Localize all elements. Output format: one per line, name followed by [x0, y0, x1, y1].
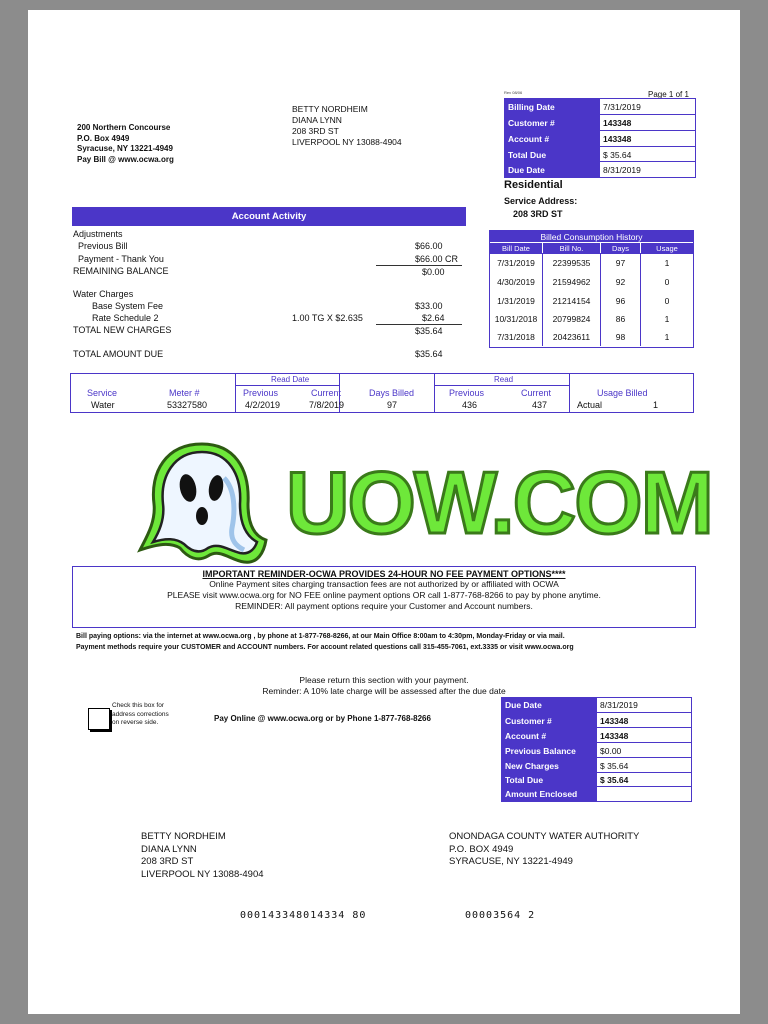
- adjustments-label: Adjustments: [73, 229, 123, 239]
- stub-row: Customer # 143348: [502, 712, 691, 728]
- divider: [376, 324, 462, 325]
- meter-table: [70, 373, 694, 413]
- reminder-line: REMINDER: All payment options require your Customer and Account numbers.: [235, 601, 533, 611]
- meter-read-type: Actual: [577, 400, 603, 410]
- service-type: Residential: [504, 179, 563, 191]
- service-address-label: Service Address:: [504, 196, 578, 206]
- stub-row: Total Due $ 35.64: [502, 772, 691, 787]
- stub-row: Amount Enclosed: [502, 786, 691, 801]
- amount-enclosed-field[interactable]: [596, 787, 691, 801]
- meter-number: 53327580: [167, 400, 208, 410]
- stub-row: Account # 143348: [502, 727, 691, 743]
- pay-online-text: Pay Online @ www.ocwa.org or by Phone 1-877-768-8266: [214, 714, 431, 723]
- scanline-account: 000143348014334 80: [240, 910, 367, 921]
- customer-address: BETTY NORDHEIM DIANA LYNN 208 3RD ST LIVERPOOL NY 13088-4904: [292, 104, 402, 147]
- total-new-charges-amount: $35.64: [415, 326, 443, 336]
- table-row: 7/31/2018 20423611 98 1: [490, 328, 693, 346]
- checkbox-label: Check this box for address corrections on reverse side.: [112, 702, 169, 726]
- previous-bill-label: Previous Bill: [78, 241, 128, 251]
- history-title: Billed Consumption History: [490, 231, 693, 242]
- payment-amount: $66.00 CR: [415, 254, 459, 264]
- col-usage-billed: Usage Billed: [597, 388, 648, 398]
- late-note: Reminder: A 10% late charge will be assessed after the due date: [262, 686, 506, 696]
- base-fee-amount: $33.00: [415, 301, 443, 311]
- activity-title: Account Activity: [72, 207, 466, 226]
- col-service: Service: [87, 388, 118, 398]
- remit-address: 200 Northern Concourse P.O. Box 4949 Syracuse, NY 13221-4949 Pay Bill @ www.ocwa.org: [77, 123, 174, 164]
- table-row: 1/31/2019 21214154 96 0: [490, 291, 693, 310]
- meter-days: 97: [387, 400, 398, 410]
- return-note: Please return this section with your payment.: [299, 675, 469, 685]
- total-amount-due-amount: $35.64: [415, 349, 443, 359]
- base-fee-label: Base System Fee: [92, 301, 164, 311]
- col-previous-date: Previous: [243, 388, 279, 398]
- col-previous-read: Previous: [449, 388, 485, 398]
- meter-service: Water: [91, 400, 115, 410]
- account-activity: [72, 207, 466, 367]
- read-date-label: Read Date: [271, 375, 310, 384]
- total-amount-due-label: TOTAL AMOUNT DUE: [73, 349, 164, 359]
- table-row: 4/30/2019 21594962 92 0: [490, 272, 693, 291]
- address-correction-checkbox[interactable]: [88, 708, 110, 730]
- rate-schedule-label: Rate Schedule 2: [92, 313, 159, 323]
- reminder-line: Online Payment sites charging transaction fees are not authorized by or affiliated with OCWA: [209, 579, 559, 589]
- summary-row: Due Date 8/31/2019: [505, 161, 695, 177]
- authority-address: ONONDAGA COUNTY WATER AUTHORITY P.O. BOX 4949 SYRACUSE, NY 13221-4949: [449, 831, 640, 867]
- total-new-charges-label: TOTAL NEW CHARGES: [73, 325, 172, 335]
- stub-row: Due Date 8/31/2019: [502, 698, 691, 712]
- payment-label: Payment - Thank You: [78, 254, 164, 264]
- meter-previous-read: 436: [462, 400, 478, 410]
- rate-amount: $2.64: [422, 313, 445, 323]
- page-number: Page 1 of 1: [648, 90, 689, 99]
- reminder-line: PLEASE visit www.ocwa.org for NO FEE online payment options OR call 1-877-768-8266 to pay by phone anytime.: [167, 590, 601, 600]
- col-days-billed: Days Billed: [369, 388, 415, 398]
- stub-row: Previous Balance $0.00: [502, 742, 691, 758]
- stub-row: New Charges $ 35.64: [502, 757, 691, 773]
- remaining-balance-label: REMAINING BALANCE: [73, 266, 169, 276]
- scanline-amount: 00003564 2: [465, 910, 536, 921]
- service-address: 208 3RD ST: [513, 209, 563, 219]
- revision-note: Rev 08/06: [504, 90, 523, 95]
- summary-row: Account # 143348: [505, 130, 695, 147]
- col-current-read: Current: [521, 388, 552, 398]
- remaining-balance-amount: $0.00: [422, 267, 445, 277]
- rate-calculation: 1.00 TG X $2.635: [292, 313, 363, 323]
- summary-row: Billing Date 7/31/2019: [505, 99, 695, 114]
- reminder-box: [72, 566, 696, 628]
- read-label: Read: [494, 375, 514, 384]
- divider: [376, 265, 462, 266]
- summary-row: Customer # 143348: [505, 114, 695, 131]
- reminder-title: IMPORTANT REMINDER-OCWA PROVIDES 24-HOUR NO FEE PAYMENT OPTIONS****: [202, 569, 566, 579]
- bill-options: Bill paying options: via the internet at www.ocwa.org , by phone at 1-877-768-8266, at our Main Office 8:00am to 4:30pm, Monday-Friday or via mail. Payment methods require your CUSTOMER and ACCOUNT numbers. For account related questions call 315-455-7061, ext.3335 or visit www.ocwa.org: [76, 633, 574, 651]
- col-current-date: Current: [311, 388, 342, 398]
- table-row: 10/31/2018 20799824 86 1: [490, 310, 693, 328]
- summary-box: [504, 98, 696, 178]
- summary-row: Total Due $ 35.64: [505, 146, 695, 162]
- history-header-row: Bill Date Bill No. Days Usage: [490, 242, 693, 254]
- previous-bill-amount: $66.00: [415, 241, 443, 251]
- stub-payment-box: [501, 697, 692, 802]
- consumption-history: [489, 230, 694, 348]
- col-meter: Meter #: [169, 388, 200, 398]
- bill-page: [28, 10, 740, 1014]
- stub-customer-address: BETTY NORDHEIM DIANA LYNN 208 3RD ST LIVERPOOL NY 13088-4904: [141, 831, 264, 880]
- meter-usage: 1: [653, 400, 659, 410]
- watermark-text: UOW.COM: [286, 453, 712, 552]
- meter-previous-date: 4/2/2019: [245, 400, 281, 410]
- stub-notes: [28, 675, 740, 697]
- ghost-icon: [136, 438, 271, 568]
- meter-current-date: 7/8/2019: [309, 400, 345, 410]
- meter-current-read: 437: [532, 400, 548, 410]
- table-row: 7/31/2019 22399535 97 1: [490, 253, 693, 272]
- water-charges-label: Water Charges: [73, 289, 134, 299]
